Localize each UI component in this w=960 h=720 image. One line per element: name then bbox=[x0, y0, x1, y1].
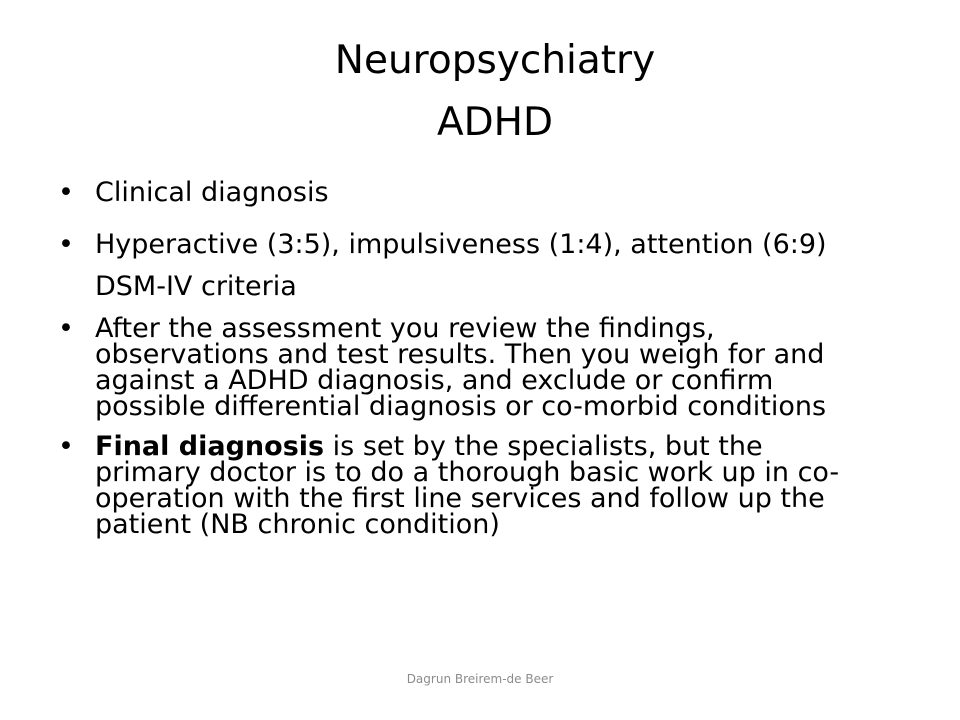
bullet-item bbox=[58, 224, 868, 308]
bullet-item bbox=[58, 313, 868, 422]
title-line-1: Neuropsychiatry bbox=[334, 38, 656, 83]
footer-author: Dagrun Breirem-de Beer bbox=[406, 672, 554, 686]
bullet-dot-icon: • bbox=[58, 313, 74, 344]
bullet-list bbox=[58, 172, 868, 538]
bullet-text: Clinical diagnosis bbox=[95, 177, 329, 208]
bullet-item bbox=[58, 431, 868, 540]
bullet-text: is set by the specialists, but the primary doctor is to do a thorough basic work up in co-operation with the first line services and follow up the patient (NB chronic condition) bbox=[95, 431, 840, 540]
bullet-dot-icon: • bbox=[58, 229, 74, 260]
bullet-dot-icon: • bbox=[58, 177, 74, 208]
title-line-2: ADHD bbox=[436, 100, 554, 145]
bullet-item bbox=[58, 172, 868, 214]
bullet-text: After the assessment you review the findings, observations and test results. Then you weigh for and against a ADHD diagnosis, and exclude or confirm possible differential diagnosis or co-morbid conditions bbox=[95, 313, 827, 422]
bullet-text: Hyperactive (3:5), impulsiveness (1:4), attention (6:9) DSM-IV criteria bbox=[95, 229, 827, 302]
bullet-bold-text: Final diagnosis bbox=[95, 431, 325, 462]
slide-title bbox=[0, 30, 960, 154]
bullet-dot-icon: • bbox=[58, 431, 74, 462]
